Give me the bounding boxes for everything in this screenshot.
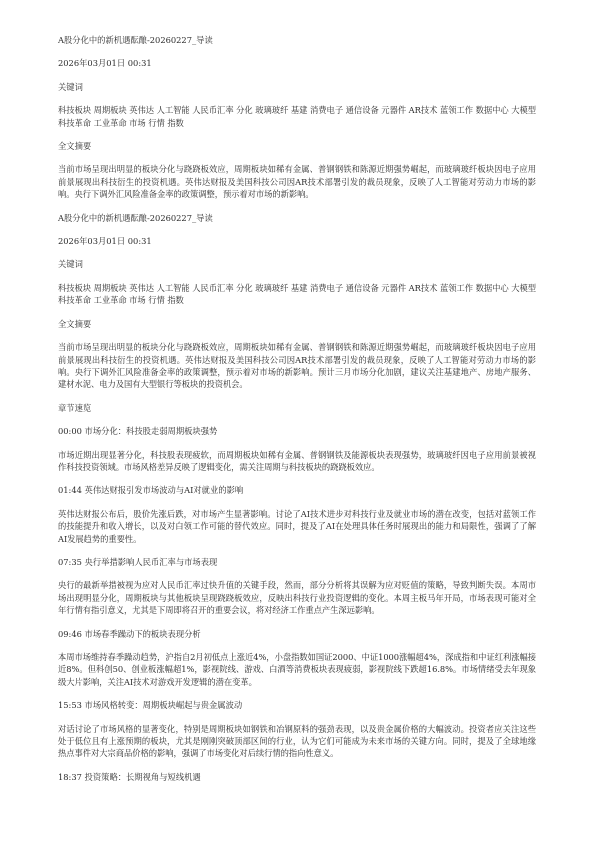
chapter-body: 对话讨论了市场风格的显著变化，特别是周期板块如钢铁和冶钢原料的强劲表现，以及贵金属价格的大幅波动。投资者应关注这些处于低位且有上涨预期的板块，尤其是刚刚突破顶部区间的行业，认为它们可能成为未来市场的关键方向。同时，提及了全球地缘热点事件对大宗商品价格的影响，强调了市场变化对后续行情的指向性意义。 — [58, 723, 536, 759]
keywords-text: 科技板块 周期板块 英伟达 人工智能 人民币汇率 分化 玻璃玻纤 基建 消费电子 通信设备 元器件 AR技术 蓝领工作 数据中心 大模型 科技革命 工业革命 市场 行情 指数 — [58, 105, 536, 128]
chapter-heading: 00:00 市场分化：科技股走弱周期板块强势 — [58, 426, 218, 437]
chapters-label: 章节速览 — [58, 402, 92, 413]
keywords-label-repeat: 关键词 — [58, 259, 83, 270]
summary-text-repeat: 当前市场呈现出明显的板块分化与跷跷板效应，周期板块如稀有金属、普钢钢铁和陈源近期强势崛起，而玻璃玻纤板块因电子应用前景展现出科技衍生的投资机遇。英伟达财报及美国科技公司因AR技术部署引发的裁员现象，反映了人工智能对劳动力市场的影响。央行下调外汇风险准备金率的政策调整，预示着对市场的新影响。预计三月市场分化加剧，建议关注基建地产、房地产服务、建材水泥、电力及国有大型银行等板块的投资机会。 — [58, 342, 536, 390]
chapter-heading: 09:46 市场春季躁动下的板块表现分析 — [58, 628, 201, 639]
summary-label: 全文摘要 — [58, 141, 92, 152]
chapter-heading: 07:35 央行举措影响人民币汇率与市场表现 — [58, 556, 218, 567]
doc-date: 2026年03月01日 00:31 — [58, 58, 152, 69]
summary-label-repeat: 全文摘要 — [58, 318, 92, 329]
document-page — [58, 34, 536, 794]
chapter-body: 央行的最新举措被视为应对人民币汇率过快升值的关键手段，然而，部分分析将其误解为应对贬值的策略，导致判断失误。本周市场出现明显分化，周期板块与其他板块呈现跷跷板效应，反映出科技行业投资逻辑的变化。本周主板马年开局，市场表现可能对全年行情有指引意义，尤其是下周即将召开的重要会议，将对经济工作重点产生深远影响。 — [58, 580, 536, 616]
doc-title-repeat: A股分化中的新机遇酝酿-20260227_导读 — [58, 212, 213, 223]
chapter-body: 英伟达财报公布后，股价先涨后跌，对市场产生显著影响。讨论了AI技术进步对科技行业及就业市场的潜在改变，包括对蓝领工作的技能提升和收入增长，以及对白领工作可能的替代效应。同时，提及了AI在处理具体任务时展现出的能力和局限性，强调了了解AI发展趋势的重要性。 — [58, 508, 536, 544]
summary-text: 当前市场呈现出明显的板块分化与跷跷板效应，周期板块如稀有金属、普钢钢铁和陈源近期强势崛起，而玻璃玻纤板块因电子应用前景展现出科技衍生的投资机遇。英伟达财报及美国科技公司因AR技术部署引发的裁员现象，反映了人工智能对劳动力市场的影响。央行下调外汇风险准备金率的政策调整，预示着对市场的新影响。 — [58, 164, 536, 200]
keywords-text-repeat: 科技板块 周期板块 英伟达 人工智能 人民币汇率 分化 玻璃玻纤 基建 消费电子 通信设备 元器件 AR技术 蓝领工作 数据中心 大模型 科技革命 工业革命 市场 行情 指数 — [58, 282, 536, 306]
chapter-heading: 18:37 投资策略：长期视角与短线机遇 — [58, 771, 201, 782]
doc-title: A股分化中的新机遇酝酿-20260227_导读 — [58, 35, 213, 45]
chapter-body: 市场近期出现显著分化，科技股表现疲软，而周期板块如稀有金属、普钢钢铁及能源板块表现强势，玻璃玻纤因电子应用前景被视作科技投资领域。市场风格差异反映了逻辑变化，需关注周期与科技板块的跷跷板效应。 — [58, 449, 536, 472]
chapter-heading: 15:53 市场风格转变：周期板块崛起与贵金属波动 — [58, 700, 243, 711]
chapter-heading: 01:44 英伟达财报引发市场波动与AI对就业的影响 — [58, 485, 244, 496]
doc-date-repeat: 2026年03月01日 00:31 — [58, 236, 152, 247]
chapter-body: 本周市场维持春季躁动趋势，沪指自2月初低点上涨近4%，小盘指数如国证2000、中证1000涨幅超4%，深成指和中证红利涨幅接近8%。但科创50、创业板涨幅超1%，影视院线、游戏、白酒等消费板块表现疲弱，影视院线下跌超16.8%。市场情绪受去年现象级大片影响，关注AI技术对游戏开发逻辑的潜在变革。 — [58, 652, 536, 687]
keywords-label: 关键词 — [58, 81, 83, 92]
